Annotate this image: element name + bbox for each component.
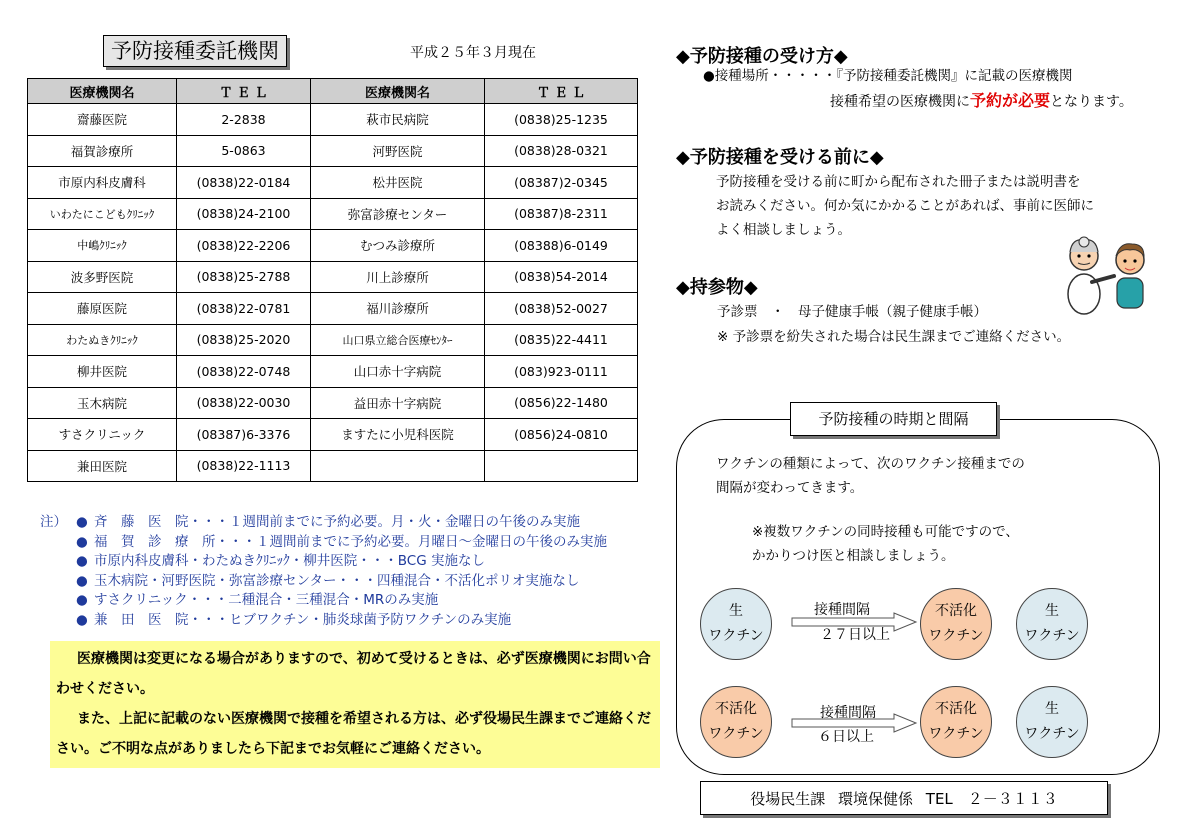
before-text (716, 170, 1094, 242)
interval-intro-line: ワクチンの種類によって、次のワクチン接種までの (716, 456, 1025, 472)
clinic-name-cell: 柳井医院 (28, 356, 177, 388)
inactivated-vaccine-circle (920, 588, 992, 660)
table-row (28, 419, 638, 451)
note-item (40, 611, 607, 631)
circle-text: 生 (1045, 701, 1059, 717)
inactivated-vaccine-circle (700, 686, 772, 758)
table-header-row (28, 79, 638, 104)
bullet-icon: ● (76, 572, 88, 589)
clinic-tel-cell: (0838)25-2020 (177, 324, 311, 356)
circle-text: ワクチン (708, 628, 764, 644)
clinic-tel-cell: (08388)6-0149 (485, 230, 638, 262)
notice-paragraph: また、上記に記載のない医療機関で接種を希望される方は、必ず役場民生課までご連絡ください。ご不明な点がありましたら下記までお気軽にご連絡ください。 (56, 711, 651, 757)
interval-note (752, 520, 1019, 568)
clinic-tel-cell: (08387)8-2311 (485, 198, 638, 230)
clinic-name-cell: 松井医院 (311, 167, 485, 199)
circle-text: ワクチン (1024, 726, 1080, 742)
column-header: 医療機関名 (311, 79, 485, 104)
interval-days: ６日以上 (818, 729, 874, 745)
bring-items: 予診票 ・ 母子健康手帳（親子健康手帳） (717, 304, 987, 320)
table-row (28, 230, 638, 262)
circle-text: 不活化 (935, 603, 977, 619)
note-item (40, 591, 607, 611)
clinic-tel-cell: (08387)2-0345 (485, 167, 638, 199)
note-text: 兼 田 医 院・・・ヒブワクチン・肺炎球菌予防ワクチンのみ実施 (94, 611, 512, 628)
how-line-text: となります。 (1050, 94, 1133, 110)
clinic-name-cell: 福賀診療所 (28, 135, 177, 167)
interval-title: 予防接種の時期と間隔 (790, 402, 997, 436)
clinic-tel-cell: (0838)22-2206 (177, 230, 311, 262)
table-row (28, 450, 638, 482)
as-of-date: 平成２５年３月現在 (410, 45, 536, 61)
clinic-name-cell: 山口赤十字病院 (311, 356, 485, 388)
interval-intro-line: 間隔が変わってきます。 (716, 480, 864, 496)
clinic-name-cell: 川上診療所 (311, 261, 485, 293)
circle-text: 生 (729, 603, 743, 619)
how-line (830, 89, 1133, 114)
note-text: 斉 藤 医 院・・・１週間前までに予約必要。月・火・金曜日の午後のみ実施 (94, 514, 580, 530)
how-line-text: 接種希望の医療機関に (830, 94, 970, 110)
table-row (28, 104, 638, 136)
clinic-name-cell: 玉木病院 (28, 387, 177, 419)
clinic-tel-cell: (0838)22-0748 (177, 356, 311, 388)
clinic-tel-cell: (083)923-0111 (485, 356, 638, 388)
clinic-tel-cell (485, 450, 638, 482)
contact-footer (700, 781, 1108, 815)
clinic-table (27, 78, 638, 482)
note-prefix: 注） (40, 514, 67, 530)
clinic-name-cell: 萩市民病院 (311, 104, 485, 136)
reservation-required: 予約が必要 (970, 91, 1051, 110)
clinic-tel-cell: (08387)6-3376 (177, 419, 311, 451)
note-text: 福 賀 診 療 所・・・１週間前までに予約必要。月曜日～金曜日の午後のみ実施 (94, 533, 607, 550)
clinic-name-cell: 中嶋ｸﾘﾆｯｸ (28, 230, 177, 262)
table-row (28, 261, 638, 293)
interval-label: 接種間隔 (814, 602, 870, 618)
clinic-tel-cell: (0838)52-0027 (485, 293, 638, 325)
before-line: お読みください。何か気にかかることがあれば、事前に医師に (716, 198, 1094, 214)
clinic-tel-cell: (0838)22-0781 (177, 293, 311, 325)
clinic-name-cell: いわたにこどもｸﾘﾆｯｸ (28, 198, 177, 230)
clinic-name-cell: 益田赤十字病院 (311, 387, 485, 419)
live-vaccine-circle (700, 588, 772, 660)
bullet-icon: ● (76, 514, 88, 530)
circle-text: ワクチン (708, 726, 764, 742)
clinic-tel-cell: (0856)24-0810 (485, 419, 638, 451)
table-row (28, 356, 638, 388)
clinic-tel-cell: (0838)22-0030 (177, 387, 311, 419)
clinic-name-cell: 河野医院 (311, 135, 485, 167)
note-item (40, 513, 607, 533)
table-row (28, 198, 638, 230)
note-text: 市原内科皮膚科・わたぬきｸﾘﾆｯｸ・柳井医院・・・BCG 実施なし (94, 553, 485, 569)
circle-text: 生 (1045, 603, 1059, 619)
notice-paragraph: 医療機関は変更になる場合がありますので、初めて受けるときは、必ず医療機関にお問い合わせください。 (56, 651, 651, 697)
clinic-tel-cell: (0838)22-0184 (177, 167, 311, 199)
clinic-name-cell: 齋藤医院 (28, 104, 177, 136)
notice-box (50, 641, 660, 768)
clinic-name-cell: 市原内科皮膚科 (28, 167, 177, 199)
interval-intro (716, 452, 1025, 500)
how-line: ●接種場所・・・・・『予防接種委託機関』に記載の医療機関 (703, 68, 1073, 84)
circle-text: 不活化 (935, 701, 977, 717)
clinic-name-cell: 藤原医院 (28, 293, 177, 325)
clinic-tel-cell: 5-0863 (177, 135, 311, 167)
clinic-tel-cell: (0835)22-4411 (485, 324, 638, 356)
circle-text: 不活化 (715, 701, 757, 717)
page-title: 予防接種委託機関 (103, 35, 287, 67)
clinic-name-cell: 福川診療所 (311, 293, 485, 325)
clinic-name-cell: わたぬきｸﾘﾆｯｸ (28, 324, 177, 356)
note-text: すさクリニック・・・二種混合・三種混合・MRのみ実施 (94, 592, 439, 608)
clinic-tel-cell: (0838)54-2014 (485, 261, 638, 293)
column-header: 医療機関名 (28, 79, 177, 104)
column-header: Ｔ Ｅ Ｌ (485, 79, 638, 104)
clinic-tel-cell: (0856)22-1480 (485, 387, 638, 419)
clinic-tel-cell: (0838)28-0321 (485, 135, 638, 167)
clinic-name-cell: ますたに小児科医院 (311, 419, 485, 451)
clinic-tel-cell: (0838)22-1113 (177, 450, 311, 482)
note-item (40, 572, 607, 592)
how-heading: ◆予防接種の受け方◆ (676, 46, 848, 67)
clinic-name-cell: すさクリニック (28, 419, 177, 451)
note-item (40, 533, 607, 553)
clinic-name-cell: 山口県立総合医療ｾﾝﾀｰ (311, 324, 485, 356)
table-row (28, 293, 638, 325)
interval-note-line: ※複数ワクチンの同時接種も可能ですので、 (752, 524, 1019, 540)
clinic-name-cell: 弥富診療センター (311, 198, 485, 230)
doctor-child-illustration (1062, 226, 1152, 316)
before-heading: ◆予防接種を受ける前に◆ (676, 147, 884, 168)
circle-text: ワクチン (928, 726, 984, 742)
note-item (40, 552, 607, 572)
bullet-icon: ● (76, 533, 88, 550)
interval-days: ２７日以上 (820, 627, 890, 643)
live-vaccine-circle (1016, 588, 1088, 660)
bullet-icon: ● (76, 592, 88, 608)
inactivated-vaccine-circle (920, 686, 992, 758)
table-row (28, 324, 638, 356)
footer-tel: TEL ２－３１１３ (925, 790, 1058, 808)
clinic-name-cell: 兼田医院 (28, 450, 177, 482)
interval-label: 接種間隔 (820, 705, 876, 721)
live-vaccine-circle (1016, 686, 1088, 758)
bullet-icon: ● (76, 553, 88, 569)
clinic-tel-cell: (0838)25-1235 (485, 104, 638, 136)
bullet-icon: ● (76, 611, 88, 628)
circle-text: ワクチン (928, 628, 984, 644)
footer-dept: 役場民生課 (750, 790, 826, 808)
clinic-tel-cell: (0838)25-2788 (177, 261, 311, 293)
note-text: 玉木病院・河野医院・弥富診療センター・・・四種混合・不活化ポリオ実施なし (94, 572, 580, 589)
table-row (28, 387, 638, 419)
column-header: Ｔ Ｅ Ｌ (177, 79, 311, 104)
interval-note-line: かかりつけ医と相談しましょう。 (752, 548, 955, 564)
table-row (28, 135, 638, 167)
clinic-name-cell: むつみ診療所 (311, 230, 485, 262)
footer-section: 環境保健係 (838, 790, 914, 808)
notes-list (40, 513, 607, 630)
before-line: 予防接種を受ける前に町から配布された冊子または説明書を (716, 174, 1081, 190)
before-line: よく相談しましょう。 (716, 222, 851, 238)
clinic-name-cell: 波多野医院 (28, 261, 177, 293)
clinic-tel-cell: 2-2838 (177, 104, 311, 136)
bring-note: ※ 予診票を紛失された場合は民生課までご連絡ください。 (717, 329, 1071, 345)
circle-text: ワクチン (1024, 628, 1080, 644)
clinic-tel-cell: (0838)24-2100 (177, 198, 311, 230)
table-row (28, 167, 638, 199)
clinic-name-cell (311, 450, 485, 482)
bring-heading: ◆持参物◆ (676, 277, 758, 298)
